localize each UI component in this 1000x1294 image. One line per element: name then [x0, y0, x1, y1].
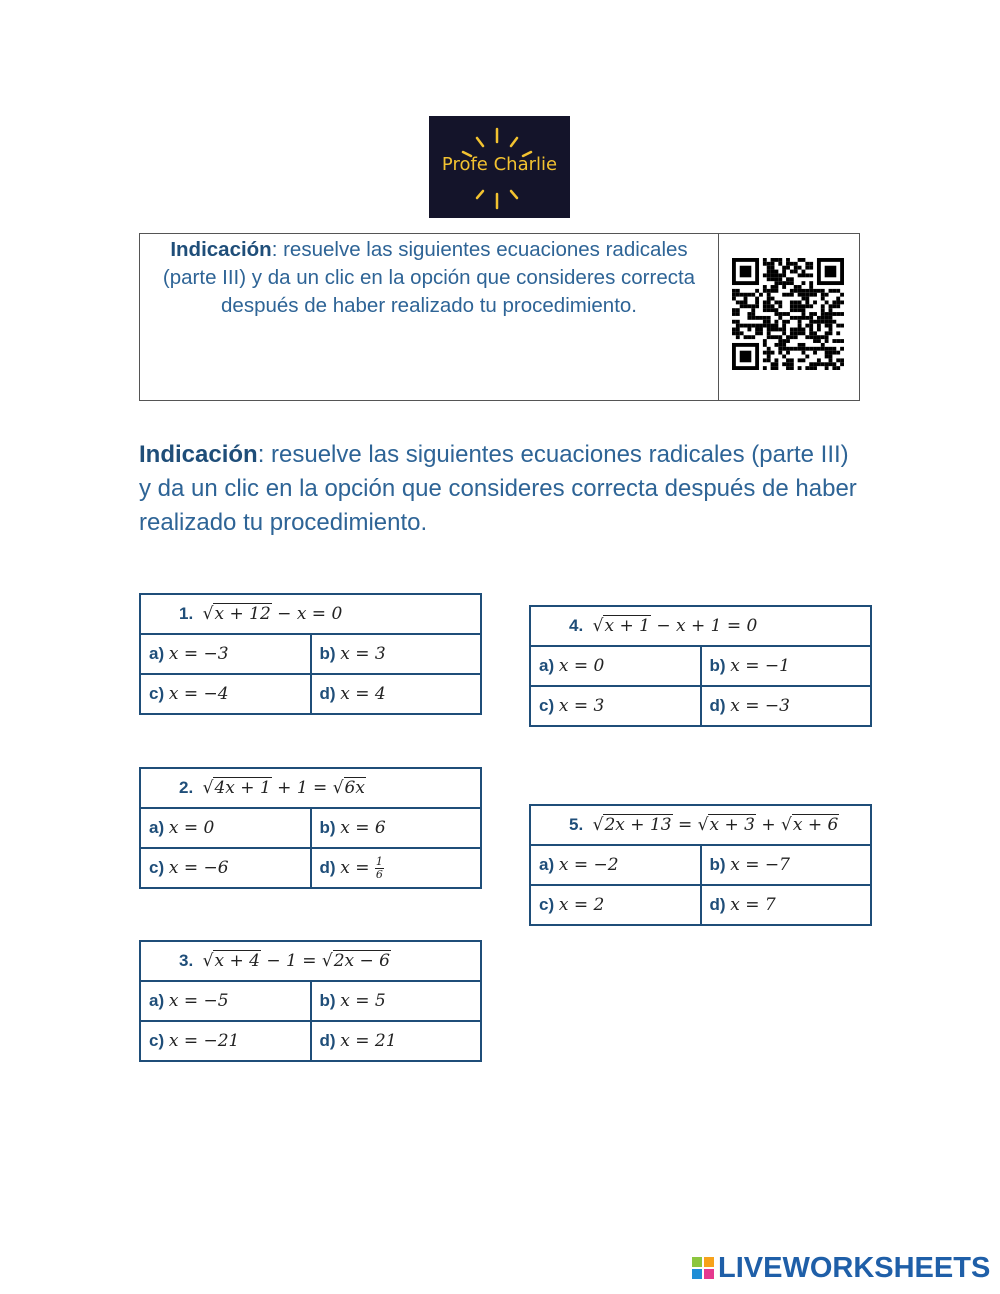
- option-letter: d): [709, 895, 726, 914]
- option-b[interactable]: [701, 845, 872, 885]
- option-value: x = 0: [168, 818, 215, 838]
- option-letter: d): [709, 696, 726, 715]
- option-letter: a): [539, 656, 555, 675]
- fraction-numerator: 1: [375, 854, 383, 868]
- option-b[interactable]: [311, 634, 482, 674]
- option-letter: b): [319, 644, 336, 663]
- option-c[interactable]: [530, 686, 701, 726]
- radicand: 4x + 1: [214, 778, 271, 798]
- option-value: x =: [340, 857, 375, 878]
- equation-mid: =: [672, 815, 698, 835]
- option-a[interactable]: [140, 634, 311, 674]
- option-letter: c): [539, 696, 555, 715]
- option-value: x = 7: [730, 895, 776, 915]
- equation-rest: − x + 1 = 0: [650, 616, 758, 636]
- question-5-header: [530, 805, 871, 845]
- logo-text: Profe Charlie: [441, 154, 558, 175]
- option-a[interactable]: [530, 646, 701, 686]
- option-value: x = −1: [730, 656, 790, 676]
- question-number: 4.: [569, 616, 584, 635]
- option-letter: b): [709, 656, 726, 675]
- option-b[interactable]: [311, 981, 482, 1021]
- option-value: x = 4: [340, 684, 386, 704]
- radicand: x + 3: [709, 815, 755, 835]
- question-4-table: [529, 605, 872, 727]
- option-c[interactable]: [140, 1021, 311, 1061]
- equation: √x + 4 − 1 = √2x − 6: [202, 951, 390, 971]
- option-letter: b): [319, 818, 336, 837]
- option-value: x = 0: [558, 656, 605, 676]
- option-d[interactable]: [311, 1021, 482, 1061]
- equation: √4x + 1 + 1 = √6x: [202, 778, 365, 798]
- option-value: x = 3: [340, 644, 386, 664]
- instruction-box-text: [140, 234, 719, 400]
- equation-rest: − x = 0: [271, 604, 343, 624]
- option-letter: c): [149, 1031, 165, 1050]
- question-1-header: [140, 594, 481, 634]
- instruction-box: [139, 233, 860, 401]
- option-letter: a): [149, 644, 165, 663]
- option-d[interactable]: [311, 848, 482, 888]
- option-a[interactable]: [140, 981, 311, 1021]
- option-value: x = −3: [730, 696, 790, 716]
- option-letter: d): [319, 1031, 336, 1050]
- option-b[interactable]: [311, 808, 482, 848]
- equation: √2x + 13 = √x + 3 + √x + 6: [592, 815, 839, 835]
- question-number: 5.: [569, 815, 584, 834]
- question-3-table: [139, 940, 482, 1062]
- option-value: x = −21: [168, 1031, 240, 1051]
- qr-code-icon: [732, 258, 844, 370]
- option-c[interactable]: [140, 674, 311, 714]
- fraction: [375, 856, 384, 881]
- option-value: x = −5: [168, 991, 229, 1011]
- option-c[interactable]: [530, 885, 701, 925]
- qr-cell: [719, 234, 859, 400]
- option-value: x = 3: [558, 696, 605, 716]
- instruction-lead: Indicación: [170, 238, 272, 261]
- option-value: x = 5: [340, 991, 386, 1011]
- radicand: x + 6: [792, 815, 839, 835]
- main-instruction-body: : resuelve las siguientes ecuaciones radicales (parte III) y da un clic en la opción que consideres correcta después de haber realizado tu procedimiento.: [139, 441, 857, 536]
- question-5-table: [529, 804, 872, 926]
- option-d[interactable]: [311, 674, 482, 714]
- option-letter: d): [319, 684, 336, 703]
- option-letter: d): [319, 857, 336, 877]
- radicand: 2x − 6: [333, 951, 390, 971]
- profe-charlie-logo: [429, 116, 570, 218]
- question-3-header: [140, 941, 481, 981]
- option-value: x = −6: [168, 858, 229, 878]
- question-number: 3.: [179, 951, 194, 970]
- question-number: 1.: [179, 604, 194, 623]
- question-1-table: [139, 593, 482, 715]
- instruction-body: : resuelve las siguientes ecuaciones radicales (parte III) y da un clic en la opción que consideres correcta después de haber realizado tu procedimiento.: [162, 238, 696, 317]
- option-value: x = 6: [340, 818, 386, 838]
- radicand: 6x: [344, 778, 365, 798]
- option-letter: a): [539, 855, 555, 874]
- liveworksheets-brand[interactable]: [692, 1252, 990, 1284]
- option-letter: a): [149, 991, 165, 1010]
- equation: √x + 12 − x = 0: [202, 604, 343, 624]
- equation-mid: +: [755, 815, 782, 835]
- option-d[interactable]: [701, 885, 872, 925]
- radicand: x + 12: [214, 604, 271, 624]
- fraction-denominator: 6: [375, 867, 383, 881]
- equation-mid: − 1 =: [260, 951, 322, 971]
- question-2-header: [140, 768, 481, 808]
- brand-text: LIVEWORKSHEETS: [718, 1251, 991, 1284]
- option-value: x = −4: [168, 684, 229, 704]
- option-d[interactable]: [701, 686, 872, 726]
- equation-mid: + 1 =: [271, 778, 333, 798]
- radicand: x + 4: [214, 951, 260, 971]
- radicand: x + 1: [604, 616, 650, 636]
- option-value: x = −2: [558, 855, 619, 875]
- option-letter: c): [539, 895, 555, 914]
- question-2-table: [139, 767, 482, 889]
- question-4-header: [530, 606, 871, 646]
- option-a[interactable]: [140, 808, 311, 848]
- option-value: x = 2: [558, 895, 605, 915]
- option-letter: b): [319, 991, 336, 1010]
- option-letter: b): [709, 855, 726, 874]
- equation: √x + 1 − x + 1 = 0: [592, 616, 758, 636]
- option-a[interactable]: [530, 845, 701, 885]
- liveworksheets-logo-icon: [692, 1257, 714, 1279]
- question-number: 2.: [179, 778, 194, 797]
- main-instruction-lead: Indicación: [139, 441, 258, 468]
- option-value: x = −7: [730, 855, 790, 875]
- option-b[interactable]: [701, 646, 872, 686]
- option-c[interactable]: [140, 848, 311, 888]
- main-instruction: [139, 438, 859, 540]
- radicand: 2x + 13: [604, 815, 672, 835]
- option-value: x = 21: [340, 1031, 397, 1051]
- option-letter: a): [149, 818, 165, 837]
- option-value: x = −3: [168, 644, 229, 664]
- option-letter: c): [149, 684, 165, 703]
- option-letter: c): [149, 858, 165, 877]
